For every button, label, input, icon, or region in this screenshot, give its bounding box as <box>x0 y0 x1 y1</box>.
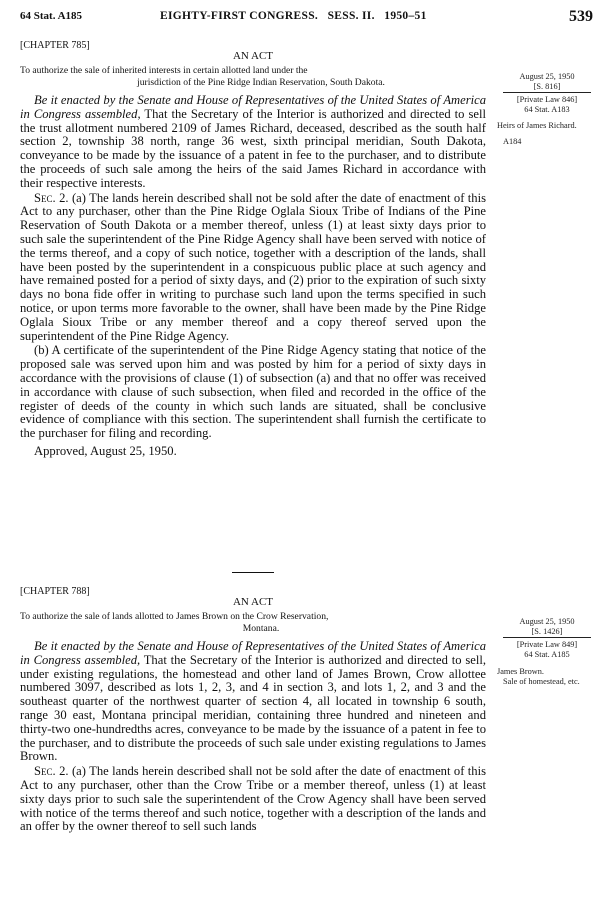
approval-date: Approved, August 25, 1950. <box>34 443 177 458</box>
purpose-continuation: jurisdiction of the Pine Ridge Indian Reservation, South Dakota. <box>137 76 385 88</box>
chapter-788 <box>20 586 486 834</box>
chapter-label: [CHAPTER 788] <box>20 586 90 597</box>
section-2a-text: (a) The lands herein described shall not be sold after the date of enactment of this Act to any purchaser, other than the Crow Tribe or a member thereof, unless (1) at least sixty days prior to such sale the superintendent of the Crow Agency shall have been served with notice of the terms thereof and such notice, together with a description of the lands and an offer by the owner thereof to sell such lands <box>20 764 486 834</box>
section-1-text: That the Secretary of the Interior is authorized and directed to sell the trust allotment numbered 2109 of James Richard, deceased, described as the south half section 2, township 38 north, range 36 west, sixth principal meridian, South Dakota, conveyance to be made by the issuance of a patent in fee to the purchaser, and to distribute the proceeds of such sale among the heirs of the said James Richard in accordance with their respective interests. <box>20 106 486 190</box>
margin-rule <box>503 92 591 93</box>
act-heading: AN ACT <box>232 50 274 62</box>
section-2b: (b) A certificate of the superintendent of the Pine Ridge Agency stating that notice of the proposed sale was served upon him and was posted by him for a period of sixty days in accordance with the provisions of clause (1) of subsection (a) and that no offer was received in accordance with clause of such subsection, when filed and recorded in the office of the register of deeds of the county in which such lands are situated, shall be conclusive evidence of compliance with this section. The superintendent shall furnish the certificate to the purchaser for filing and recording. <box>20 343 486 441</box>
margin-private-law: [Private Law 846] <box>516 95 578 104</box>
purpose-line: To authorize the sale of inherited interests in certain allotted land under the <box>20 65 308 76</box>
stat-citation: 64 Stat. A185 <box>20 10 83 22</box>
act-purpose <box>20 611 486 634</box>
congress-name: EIGHTY-FIRST CONGRESS. <box>160 10 319 22</box>
section-1 <box>20 94 486 191</box>
chapter-785 <box>20 40 486 458</box>
session-years: 1950–51 <box>384 10 427 22</box>
margin-bill: [S. 816] <box>533 81 561 91</box>
section-label: Sec. 2. <box>34 764 69 779</box>
margin-reference: A184 <box>503 136 522 146</box>
margin-private-law: [Private Law 849] <box>516 640 578 649</box>
margin-date: August 25, 1950 <box>519 617 575 626</box>
margin-notes-788 <box>497 617 597 686</box>
enacting-clause: Be it enacted by the Senate and House of Representatives of the United States of America in Congress assembled, <box>20 93 486 121</box>
margin-topic: James Brown. <box>497 667 545 676</box>
section-1 <box>20 640 486 764</box>
session-label: SESS. II. <box>327 10 375 22</box>
chapter-divider <box>232 572 274 573</box>
margin-subtopic: Sale of homestead, etc. <box>503 676 580 686</box>
margin-date: August 25, 1950 <box>519 72 575 81</box>
margin-notes-785 <box>497 72 597 146</box>
section-2a <box>20 765 486 834</box>
section-2a-text: (a) The lands herein described shall not be sold after the date of enactment of this Act to any purchaser, other than the Pine Ridge Oglala Sioux Tribe of Indians of the Pine Reservation of South Dakota or a member thereof, unless (1) at least sixty days prior to such sale the superintendent of the Pine Ridge Agency shall have been served with notice of the terms thereof, and a copy of such notice, together with a description of the lands, shall have been posted by the superintendent in a conspicuous public place at such agency and have remained posted for a period of sixty days, and (2) prior to the expiration of such sixty days no bona fide offer in writing to purchase such land upon the terms specified in such notice, or upon terms more favorable to the owner, shall have been made by the Pine Ridge Oglala Sioux Tribe or any member thereof and a copy thereof served upon the superintendent of the Pine Ridge Agency. <box>20 190 486 343</box>
running-head <box>160 10 427 22</box>
purpose-continuation: Montana. <box>242 622 280 634</box>
page-header <box>20 8 597 32</box>
page-number: 539 <box>569 8 593 25</box>
purpose-line: To authorize the sale of lands allotted to James Brown on the Crow Reservation, <box>20 611 329 622</box>
section-label: Sec. 2. <box>34 190 69 205</box>
margin-topic: Heirs of James Richard. <box>497 121 577 130</box>
margin-stat: 64 Stat. A183 <box>524 104 570 114</box>
enacting-clause: Be it enacted by the Senate and House of Representatives of the United States of America in Congress assembled, <box>20 639 486 667</box>
section-2a <box>20 192 486 344</box>
chapter-label: [CHAPTER 785] <box>20 40 90 51</box>
margin-bill: [S. 1426] <box>531 626 563 636</box>
act-purpose <box>20 65 486 88</box>
margin-stat: 64 Stat. A185 <box>524 649 570 659</box>
section-1-text: That the Secretary of the Interior is authorized and directed to sell, under existing regulations, the homestead and other land of James Brown, Crow allottee numbered 3097, described as lots 1, 2, 3, and 4 in section 3, and lots 1, 2, and 3 and the southeast quarter of the northwest quarter of section 4, all located in township 6 south, range 30 east, Montana principal meridian, containing three hundred and nineteen and thirty-two one-hundredths acres, conveyance to be made by the issuance of a patent in fee to the purchaser, and to distribute the proceeds of such sale under existing regulations to James Brown. <box>20 652 486 764</box>
margin-rule <box>503 637 591 638</box>
act-heading: AN ACT <box>232 596 274 608</box>
